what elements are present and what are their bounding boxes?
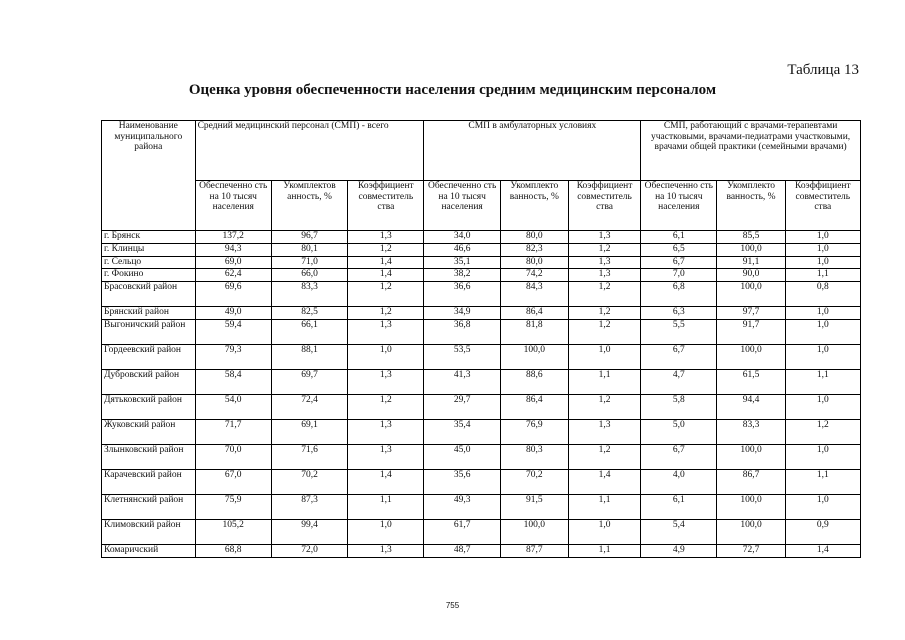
value-cell: 86,7 <box>717 469 785 494</box>
header-group-therapists: СМП, работающий с врачами-терапевтами участковыми, врачами-педиатрами участковыми, врачами общей практики (семейными врачами) <box>641 121 861 181</box>
value-cell: 7,0 <box>641 269 717 282</box>
subheader-cell: Укомплекто ванность, % <box>717 181 785 231</box>
value-cell: 35,1 <box>424 256 500 269</box>
row-name-cell: г. Брянск <box>102 231 196 244</box>
row-name-cell: г. Клинцы <box>102 243 196 256</box>
table-body <box>102 231 861 558</box>
subheader-cell: Коэффициент совместитель ства <box>568 181 640 231</box>
data-table <box>101 120 861 558</box>
value-cell: 94,4 <box>717 394 785 419</box>
value-cell: 1,1 <box>568 369 640 394</box>
subheader-cell: Коэффициент совместитель ства <box>785 181 860 231</box>
value-cell: 1,0 <box>568 519 640 544</box>
value-cell: 6,7 <box>641 256 717 269</box>
row-name-cell: Брянский район <box>102 307 196 320</box>
row-name-cell: Карачевский район <box>102 469 196 494</box>
table-row <box>102 469 861 494</box>
value-cell: 6,7 <box>641 444 717 469</box>
row-name-cell: Гордеевский район <box>102 344 196 369</box>
value-cell: 91,5 <box>500 494 568 519</box>
page-number: 755 <box>445 601 460 610</box>
value-cell: 72,7 <box>717 544 785 557</box>
value-cell: 1,2 <box>348 282 424 307</box>
value-cell: 82,5 <box>271 307 347 320</box>
table-row <box>102 243 861 256</box>
value-cell: 70,0 <box>195 444 271 469</box>
value-cell: 84,3 <box>500 282 568 307</box>
value-cell: 88,1 <box>271 344 347 369</box>
value-cell: 0,9 <box>785 519 860 544</box>
value-cell: 6,3 <box>641 307 717 320</box>
value-cell: 1,0 <box>785 344 860 369</box>
table-row <box>102 319 861 344</box>
value-cell: 1,2 <box>568 444 640 469</box>
value-cell: 100,0 <box>717 243 785 256</box>
value-cell: 1,2 <box>785 419 860 444</box>
value-cell: 49,3 <box>424 494 500 519</box>
value-cell: 91,1 <box>717 256 785 269</box>
subheader-cell: Укомплектов анность, % <box>271 181 347 231</box>
value-cell: 36,6 <box>424 282 500 307</box>
value-cell: 82,3 <box>500 243 568 256</box>
value-cell: 1,4 <box>348 256 424 269</box>
value-cell: 6,8 <box>641 282 717 307</box>
value-cell: 1,1 <box>348 494 424 519</box>
row-name-cell: Злынковский район <box>102 444 196 469</box>
value-cell: 38,2 <box>424 269 500 282</box>
value-cell: 46,6 <box>424 243 500 256</box>
value-cell: 1,1 <box>785 269 860 282</box>
value-cell: 85,5 <box>717 231 785 244</box>
value-cell: 1,1 <box>785 469 860 494</box>
value-cell: 68,8 <box>195 544 271 557</box>
value-cell: 80,3 <box>500 444 568 469</box>
value-cell: 48,7 <box>424 544 500 557</box>
value-cell: 1,0 <box>785 444 860 469</box>
value-cell: 45,0 <box>424 444 500 469</box>
value-cell: 4,0 <box>641 469 717 494</box>
row-name-cell: Жуковский район <box>102 419 196 444</box>
row-name-cell: Клетнянский район <box>102 494 196 519</box>
value-cell: 53,5 <box>424 344 500 369</box>
value-cell: 1,4 <box>785 544 860 557</box>
value-cell: 76,9 <box>500 419 568 444</box>
row-name-cell: г. Фокино <box>102 269 196 282</box>
value-cell: 67,0 <box>195 469 271 494</box>
value-cell: 35,4 <box>424 419 500 444</box>
row-name-cell: Дубровский район <box>102 369 196 394</box>
value-cell: 69,6 <box>195 282 271 307</box>
value-cell: 62,4 <box>195 269 271 282</box>
document-title: Оценка уровня обеспеченности населения средним медицинским персоналом <box>188 82 717 98</box>
value-cell: 1,0 <box>348 344 424 369</box>
value-cell: 6,1 <box>641 494 717 519</box>
value-cell: 71,7 <box>195 419 271 444</box>
value-cell: 79,3 <box>195 344 271 369</box>
value-cell: 5,4 <box>641 519 717 544</box>
value-cell: 91,7 <box>717 319 785 344</box>
value-cell: 6,1 <box>641 231 717 244</box>
value-cell: 1,4 <box>348 269 424 282</box>
value-cell: 71,0 <box>271 256 347 269</box>
value-cell: 1,3 <box>568 231 640 244</box>
row-name-cell: Брасовский район <box>102 282 196 307</box>
value-cell: 34,9 <box>424 307 500 320</box>
value-cell: 1,0 <box>785 307 860 320</box>
value-cell: 100,0 <box>500 344 568 369</box>
value-cell: 87,3 <box>271 494 347 519</box>
value-cell: 1,2 <box>568 243 640 256</box>
value-cell: 5,0 <box>641 419 717 444</box>
value-cell: 6,5 <box>641 243 717 256</box>
table-label: Таблица 13 <box>787 62 859 78</box>
value-cell: 1,3 <box>568 419 640 444</box>
table-row <box>102 419 861 444</box>
value-cell: 80,0 <box>500 231 568 244</box>
value-cell: 1,3 <box>348 419 424 444</box>
value-cell: 90,0 <box>717 269 785 282</box>
table-row <box>102 444 861 469</box>
value-cell: 36,8 <box>424 319 500 344</box>
value-cell: 1,3 <box>348 319 424 344</box>
value-cell: 80,0 <box>500 256 568 269</box>
value-cell: 86,4 <box>500 394 568 419</box>
value-cell: 1,3 <box>348 444 424 469</box>
value-cell: 1,2 <box>348 307 424 320</box>
value-cell: 35,6 <box>424 469 500 494</box>
subheader-cell: Обеспеченно сть на 10 тысяч населения <box>424 181 500 231</box>
value-cell: 59,4 <box>195 319 271 344</box>
header-group-ambulatory: СМП в амбулаторных условиях <box>424 121 641 181</box>
value-cell: 1,0 <box>785 394 860 419</box>
value-cell: 86,4 <box>500 307 568 320</box>
value-cell: 1,0 <box>785 256 860 269</box>
header-group-total: Средний медицинский персонал (СМП) - всего <box>195 121 424 181</box>
value-cell: 1,3 <box>348 231 424 244</box>
value-cell: 1,4 <box>568 469 640 494</box>
value-cell: 87,7 <box>500 544 568 557</box>
value-cell: 99,4 <box>271 519 347 544</box>
value-cell: 100,0 <box>717 282 785 307</box>
value-cell: 66,1 <box>271 319 347 344</box>
value-cell: 58,4 <box>195 369 271 394</box>
table-row <box>102 231 861 244</box>
value-cell: 29,7 <box>424 394 500 419</box>
value-cell: 5,8 <box>641 394 717 419</box>
value-cell: 1,1 <box>568 544 640 557</box>
value-cell: 1,0 <box>785 243 860 256</box>
value-cell: 1,1 <box>785 369 860 394</box>
value-cell: 83,3 <box>717 419 785 444</box>
value-cell: 0,8 <box>785 282 860 307</box>
row-name-cell: Выгоничский район <box>102 319 196 344</box>
value-cell: 61,5 <box>717 369 785 394</box>
value-cell: 1,0 <box>785 494 860 519</box>
value-cell: 66,0 <box>271 269 347 282</box>
value-cell: 41,3 <box>424 369 500 394</box>
value-cell: 49,0 <box>195 307 271 320</box>
value-cell: 1,1 <box>568 494 640 519</box>
value-cell: 4,7 <box>641 369 717 394</box>
value-cell: 4,9 <box>641 544 717 557</box>
value-cell: 1,4 <box>348 469 424 494</box>
value-cell: 70,2 <box>500 469 568 494</box>
value-cell: 96,7 <box>271 231 347 244</box>
subheader-cell: Обеспеченно сть на 10 тысяч населения <box>641 181 717 231</box>
subheader-cell: Обеспеченно сть на 10 тысяч населения <box>195 181 271 231</box>
value-cell: 1,3 <box>348 369 424 394</box>
value-cell: 74,2 <box>500 269 568 282</box>
value-cell: 1,2 <box>568 394 640 419</box>
row-name-cell: Дятьковский район <box>102 394 196 419</box>
value-cell: 1,3 <box>568 269 640 282</box>
table-row <box>102 494 861 519</box>
value-cell: 1,3 <box>568 256 640 269</box>
table-row <box>102 256 861 269</box>
value-cell: 100,0 <box>717 444 785 469</box>
value-cell: 83,3 <box>271 282 347 307</box>
value-cell: 72,4 <box>271 394 347 419</box>
value-cell: 70,2 <box>271 469 347 494</box>
value-cell: 6,7 <box>641 344 717 369</box>
value-cell: 5,5 <box>641 319 717 344</box>
value-cell: 61,7 <box>424 519 500 544</box>
row-name-cell: г. Сельцо <box>102 256 196 269</box>
value-cell: 1,2 <box>568 319 640 344</box>
value-cell: 69,1 <box>271 419 347 444</box>
value-cell: 100,0 <box>500 519 568 544</box>
value-cell: 97,7 <box>717 307 785 320</box>
row-name-cell: Комаричский <box>102 544 196 557</box>
table-row <box>102 519 861 544</box>
subheader-cell: Укомплекто ванность, % <box>500 181 568 231</box>
value-cell: 81,8 <box>500 319 568 344</box>
value-cell: 1,0 <box>785 319 860 344</box>
value-cell: 34,0 <box>424 231 500 244</box>
value-cell: 71,6 <box>271 444 347 469</box>
value-cell: 100,0 <box>717 344 785 369</box>
header-name: Наименование муниципального района <box>102 121 196 231</box>
subheader-cell: Коэффициент совместитель ства <box>348 181 424 231</box>
table-row <box>102 544 861 557</box>
value-cell: 69,0 <box>195 256 271 269</box>
value-cell: 88,6 <box>500 369 568 394</box>
value-cell: 69,7 <box>271 369 347 394</box>
value-cell: 1,0 <box>568 344 640 369</box>
value-cell: 80,1 <box>271 243 347 256</box>
table-row <box>102 269 861 282</box>
value-cell: 137,2 <box>195 231 271 244</box>
table-row <box>102 344 861 369</box>
value-cell: 72,0 <box>271 544 347 557</box>
value-cell: 94,3 <box>195 243 271 256</box>
value-cell: 1,2 <box>568 282 640 307</box>
row-name-cell: Климовский район <box>102 519 196 544</box>
value-cell: 1,0 <box>785 231 860 244</box>
value-cell: 1,2 <box>348 394 424 419</box>
value-cell: 75,9 <box>195 494 271 519</box>
table-row <box>102 282 861 307</box>
value-cell: 1,2 <box>568 307 640 320</box>
value-cell: 100,0 <box>717 494 785 519</box>
table-row <box>102 369 861 394</box>
table-row <box>102 307 861 320</box>
table-row <box>102 394 861 419</box>
value-cell: 105,2 <box>195 519 271 544</box>
value-cell: 1,3 <box>348 544 424 557</box>
value-cell: 1,0 <box>348 519 424 544</box>
value-cell: 1,2 <box>348 243 424 256</box>
value-cell: 100,0 <box>717 519 785 544</box>
value-cell: 54,0 <box>195 394 271 419</box>
